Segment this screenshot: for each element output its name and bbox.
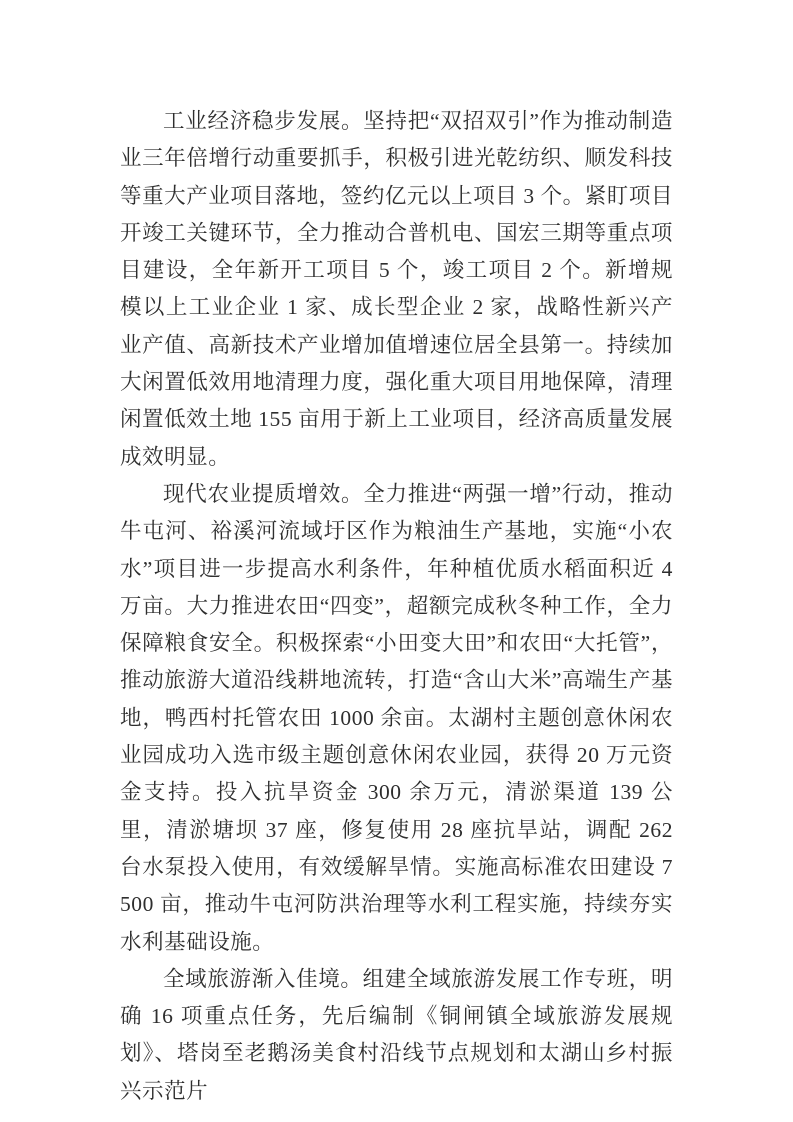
document-body	[120, 103, 673, 1110]
paragraph-industry-economy: 工业经济稳步发展。坚持把“双招双引”作为推动制造业三年倍增行动重要抓手，积极引进光乾纺织、顺发科技等重大产业项目落地，签约亿元以上项目 3 个。紧盯项目开竣工关键环节，全力推动合普机电、国宏三期等重点项目建设，全年新开工项目 5 个，竣工项目 2 个。新增规模以上工业企业 1 家、成长型企业 2 家，战略性新兴产业产值、高新技术产业增加值增速位居全县第一。持续加大闲置低效用地清理力度，强化重大项目用地保障，清理闲置低效土地 155 亩用于新上工业项目，经济高质量发展成效明显。	[120, 109, 673, 469]
paragraph-all-area-tourism: 全域旅游渐入佳境。组建全域旅游发展工作专班，明确 16 项重点任务，先后编制《铜闸镇全域旅游发展规划》、塔岗至老鹅汤美食村沿线节点规划和太湖山乡村振兴示范片	[120, 966, 673, 1103]
paragraph-modern-agriculture: 现代农业提质增效。全力推进“两强一增”行动，推动牛屯河、裕溪河流域圩区作为粮油生产基地，实施“小农水”项目进一步提高水利条件，年种植优质水稻面积近 4 万亩。大力推进农田“四变”，超额完成秋冬种工作，全力保障粮食安全。积极探索“小田变大田”和农田“大托管”，推动旅游大道沿线耕地流转，打造“含山大米”高端生产基地，鸭西村托管农田 1000 余亩。太湖村主题创意休闲农业园成功入选市级主题创意休闲农业园，获得 20 万元资金支持。投入抗旱资金 300 余万元，清淤渠道 139 公里，清淤塘坝 37 座，修复使用 28 座抗旱站，调配 262 台水泵投入使用，有效缓解旱情。实施高标准农田建设 7500 亩，推动牛屯河防洪治理等水利工程实施，持续夯实水利基础设施。	[120, 481, 673, 954]
